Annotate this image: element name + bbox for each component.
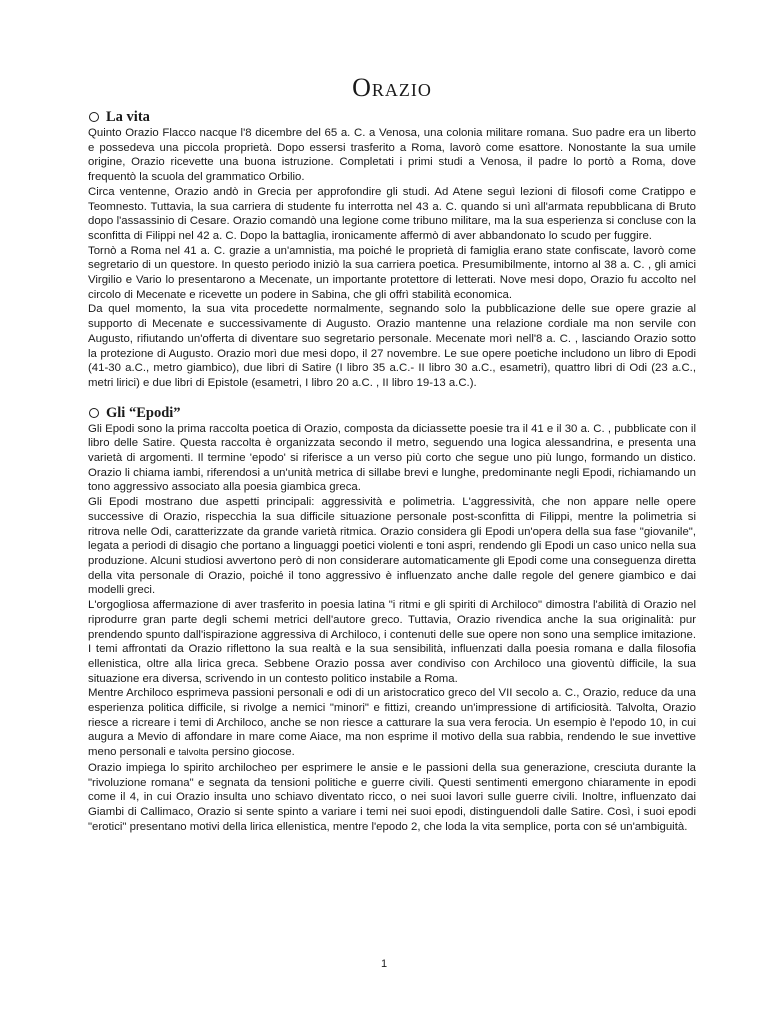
- paragraph: Circa ventenne, Orazio andò in Grecia per approfondire gli studi. Ad Atene seguì lezioni di filosofi come Cratippo e Teomnesto. Tuttavia, la sua carriera di studente fu interrotta nel 43 a. C. quando si unì all'armata repubblicana di Bruto dopo l'assassinio di Cesare. Orazio comandò una legione come tribuno militare, ma la sua esperienza si concluse con la sconfitta di Filippi nel 42 a. C. Dopo la battaglia, ironicamente affermò di aver abbandonato lo scudo per fuggire.: [88, 185, 696, 242]
- paragraph-tail-text: persino giocose.: [208, 746, 295, 759]
- section-epodi: [88, 404, 696, 835]
- paragraph: L'orgogliosa affermazione di aver trasferito in poesia latina "i ritmi e gli spiriti di Archiloco" dimostra l'abilità di Orazio nel riprodurre gran parte degli schemi metrici dell'autore greco. Tuttavia, Orazio rivendica anche la sua originalità: pur prendendo spunto dall'ispirazione aggressiva di Archiloco, i contenuti delle sue opere non sono una semplice imitazione. I temi affrontati da Orazio riflettono la sua realtà e la sua sensibilità, influenzati dalla poesia romana e dalla filosofia ellenistica, oltre alla lirica greca. Sebbene Orazio possa aver condiviso con Archiloco una gioventù difficile, la sua situazione era diversa, scrivendo in un contesto politico instabile a Roma.: [88, 599, 696, 685]
- section-heading: [88, 404, 696, 422]
- section-heading-text: La vita: [106, 109, 150, 125]
- paragraph: Gli Epodi sono la prima raccolta poetica di Orazio, composta da diciassette poesie tra il 41 e il 30 a. C. , pubblicate con il libro delle Satire. Questa raccolta è organizzata secondo il metro, seguendo una logica alessandrina, e presenta una varietà di argomenti. Il termine 'epodo' si riferisce a un verso più corto che segue uno più lungo, formando un distico. Orazio li chiama iambi, riferendosi a un'unità metrica di sillabe brevi e lunghe, predominante negli Epodi, richiamando un tono aggressivo associato alla poesia giambica greca.: [88, 422, 696, 494]
- paragraph: Gli Epodi mostrano due aspetti principali: aggressività e polimetria. L'aggressività, che non appare nelle opere successive di Orazio, rispecchia la sua difficile situazione personale post-sconfitta di Filippi, mentre la polimetria si ritrova nelle Odi, caratterizzate da grande varietà ritmica. Orazio considera gli Epodi un'opera della sua fase "giovanile", legata a periodi di disagio che portano a linguaggi poetici violenti e toni aspri, rendendo gli Epodi un caso unico nella sua produzione. Alcuni studiosi avvertono però di non considerare automaticamente gli Epodi come una conseguenza diretta della vita personale di Orazio, poiché il tono aggressivo è influenzato anche dalle regole del genere giambico e dai modelli greci.: [88, 496, 696, 597]
- section-heading: [88, 108, 696, 126]
- paragraph: Orazio impiega lo spirito archilocheo per esprimere le ansie e le passioni della sua generazione, cresciuta durante la "rivoluzione romana" e segnata da tensioni politiche e guerre civili. Questi sentimenti emergono chiaramente in epodi come il 4, in cui Orazio insulta uno schiavo diventato ricco, o nei suoi lavori sulle guerre civili. Inoltre, influenzato dai Giambi di Callimaco, Orazio si sente spinto a variare i temi nei suoi epodi, distinguendoli dalle Satire. Così, i suoi epodi "erotici" presentano motivi della lirica ellenistica, mentre l'epodo 2, che loda la vita semplice, porta con sé un'ambiguità.: [88, 761, 696, 833]
- section-la-vita: [88, 108, 696, 391]
- paragraph: [88, 686, 696, 761]
- paragraph: Quinto Orazio Flacco nacque l'8 dicembre del 65 a. C. a Venosa, una colonia militare romana. Suo padre era un liberto e possedeva una piccola proprietà. Dopo essersi trasferito a Roma, lavorò come esattore. Nonostante la sua umile origine, Orazio ricevette una buona istruzione. Completati i primi studi a Venosa, il padre lo portò a Roma, dove frequentò la scuola del grammatico Orbilio.: [88, 127, 696, 184]
- section-heading-text: Gli “Epodi”: [106, 404, 181, 421]
- circle-bullet-icon: [89, 112, 99, 122]
- paragraph-text: Mentre Archiloco esprimeva passioni personali e odi di un aristocratico greco del VII secolo a. C., Orazio, reduce da una esperienza politica difficile, si rivolge a nemici "minori" e fittizi, creando un'impressione di artificiosità. Talvolta, Orazio riesce a ricreare i temi di Archiloco, anche se non riesce a catturare la sua vera ferocia. Un esempio è l'epodo 10, in cui augura a Mevio di affondare in mare come Aiace, ma non esprime il motivo della sua rabbia, rendendo le sue invettive meno personali e: [88, 687, 696, 759]
- page-title: Orazio: [352, 73, 432, 102]
- circle-bullet-icon: [89, 408, 99, 418]
- small-inline-text: talvolta: [178, 747, 209, 759]
- paragraph: Da quel momento, la sua vita procedette normalmente, segnando solo la pubblicazione delle sue opere grazie al supporto di Mecenate e successivamente di Augusto. Orazio mantenne una relazione cordiale ma non servile con Augusto, rifiutando un'offerta di diventare suo segretario personale. Mecenate morì nell'8 a. C. , lasciando Orazio sotto la protezione di Augusto. Orazio morì due mesi dopo, il 27 novembre. Le sue opere poetiche includono un libro di Epodi (41-30 a.C., metro giambico), due libri di Satire (I libro 35 a.C.- II libro 30 a.C., esametri), quattro libri di Odi (23 a.C., metri lirici) e due libri di Epistole (esametri, I libro 20 a.C. , II libro 19-13 a.C.).: [88, 303, 696, 389]
- document-page: [88, 72, 696, 834]
- paragraph: Tornò a Roma nel 41 a. C. grazie a un'amnistia, ma poiché le proprietà di famiglia erano state confiscate, lavorò come segretario di un questore. In questo periodo iniziò la sua carriera poetica. Presumibilmente, intorno al 38 a. C. , gli amici Virgilio e Vario lo presentarono a Mecenate, un importante protettore di letterati. Nove mesi dopo, Orazio fu accolto nel circolo di Mecenate e ricevette un podere in Sabina, che gli offrì stabilità economica.: [88, 244, 696, 301]
- page-number: 1: [380, 958, 388, 970]
